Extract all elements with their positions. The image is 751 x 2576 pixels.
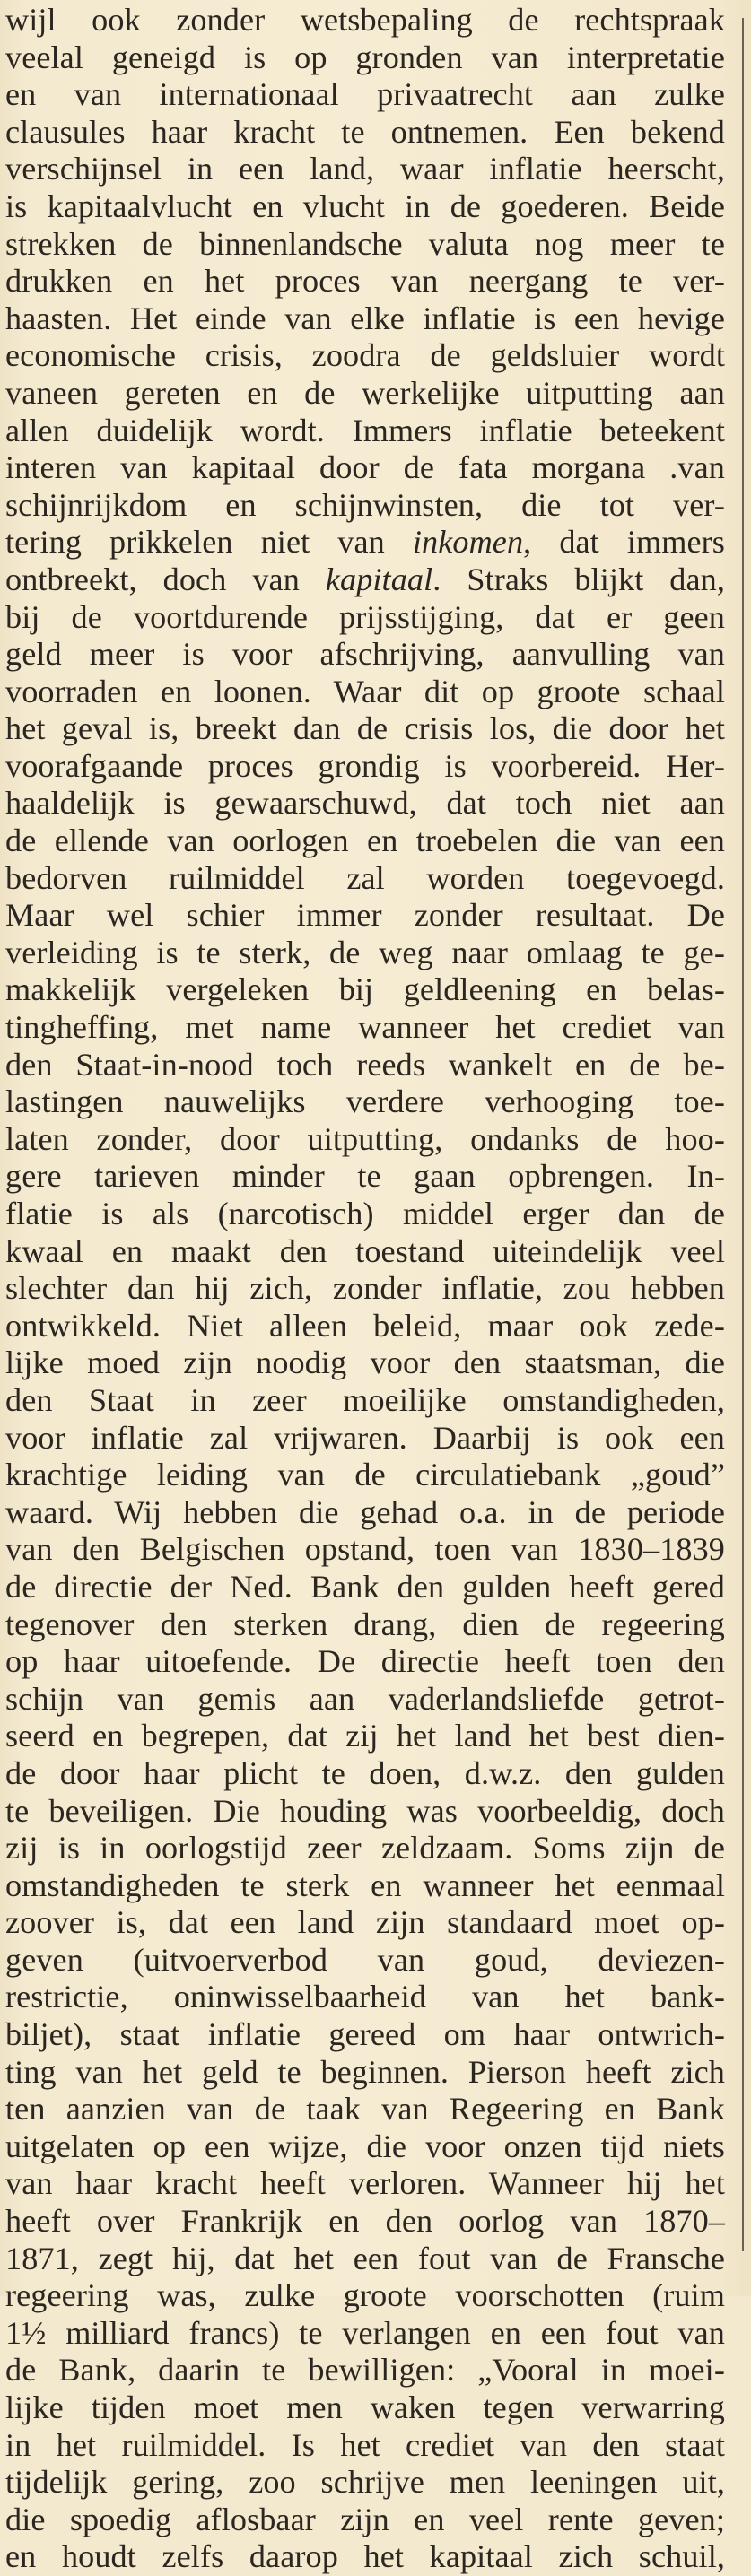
text-line: in het ruilmiddel. Is het crediet van den staat xyxy=(5,2426,725,2463)
text-line: ontwikkeld. Niet alleen beleid, maar ook zede- xyxy=(5,1307,725,1344)
text-line: waard. Wij hebben die gehad o.a. in de periode xyxy=(5,1493,725,1530)
text-line: geld meer is voor afschrijving, aanvulling van xyxy=(5,636,725,673)
text-line: omstandigheden te sterk en wanneer het eenmaal xyxy=(5,1867,725,1903)
text-line: geven (uitvoerverbod van goud, deviezen- xyxy=(5,1941,725,1978)
text-line: clausules haar kracht te ontnemen. Een bekend xyxy=(5,113,725,150)
text-line: verschijnsel in een land, waar inflatie heerscht, xyxy=(5,151,725,187)
text-line: voor inflatie zal vrijwaren. Daarbij is ook een xyxy=(5,1419,725,1456)
text-line: tegenover den sterken drang, dien de regeering xyxy=(5,1606,725,1642)
italic-emphasis: inkomen xyxy=(412,524,524,561)
text-line: veelal geneigd is op gronden van interpretatie xyxy=(5,39,725,75)
text-line: heeft over Frankrijk en den oorlog van 1870– xyxy=(5,2203,725,2240)
text-line: op haar uitoefende. De directie heeft toen den xyxy=(5,1643,725,1680)
text-line: den Staat in zeer moeilijke omstandigheden, xyxy=(5,1381,725,1418)
text-line: den Staat-in-nood toch reeds wankelt en de be- xyxy=(5,1046,725,1083)
text-line: 1½ milliard francs) te verlangen en een fout van xyxy=(5,2314,725,2351)
text-line: uitgelaten op een wijze, die voor onzen tijd niets xyxy=(5,2128,725,2164)
text-line: het geval is, breekt dan de crisis los, die door het xyxy=(5,710,725,747)
text-line: verleiding is te sterk, de weg naar omlaag te ge- xyxy=(5,934,725,970)
text-line: de door haar plicht te doen, d.w.z. den gulden xyxy=(5,1754,725,1791)
text-line: en houdt zelfs daarop het kapitaal zich schuil, xyxy=(5,2538,725,2575)
text-line: biljet), staat inflatie gereed om haar ontwrich- xyxy=(5,2016,725,2053)
text-line: van haar kracht heeft verloren. Wanneer hij het xyxy=(5,2165,725,2202)
text-line: schijnrijkdom en schijnwinsten, die tot ver- xyxy=(5,486,725,523)
text-line: makkelijk vergeleken bij geldleening en belas- xyxy=(5,971,725,1008)
text-line: zij is in oorlogstijd zeer zeldzaam. Soms zijn de xyxy=(5,1830,725,1867)
text-line: interen van kapitaal door de fata morgana .van xyxy=(5,449,725,486)
text-line: slechter dan hij zich, zonder inflatie, zou hebben xyxy=(5,1270,725,1307)
text-line: seerd en begrepen, dat zij het land het best dien- xyxy=(5,1718,725,1754)
text-line: tijdelijk gering, zoo schrijve men leeningen uit, xyxy=(5,2464,725,2501)
text-line: 1871, zegt hij, dat het een fout van de Fransche xyxy=(5,2240,725,2276)
text-line: restrictie, oninwisselbaarheid van het bank- xyxy=(5,1979,725,2015)
text-line: vaneen gereten en de werkelijke uitputting aan xyxy=(5,374,725,411)
text-line: die spoedig aflosbaar zijn en veel rente geven; xyxy=(5,2501,725,2537)
text-line: de Bank, daarin te bewilligen: „Vooral in moei- xyxy=(5,2352,725,2389)
text-line: bij de voortdurende prijsstijging, dat er geen xyxy=(5,598,725,635)
text-line: ting van het geld te beginnen. Pierson heeft zich xyxy=(5,2053,725,2090)
text-line: en van internationaal privaatrecht aan zulke xyxy=(5,76,725,113)
text-line: economische crisis, zoodra de geldsluier wordt xyxy=(5,337,725,374)
text-line: van den Belgischen opstand, toen van 1830–1839 xyxy=(5,1531,725,1568)
text-line: ten aanzien van de taak van Regeering en Bank xyxy=(5,2091,725,2128)
text-line: lijke moed zijn noodig voor den staatsman, die xyxy=(5,1345,725,1381)
text-line: drukken en het proces van neergang te ver- xyxy=(5,263,725,300)
text-line: haasten. Het einde van elke inflatie is een hevige xyxy=(5,300,725,336)
text-line: voorafgaande proces grondig is voorbereid. Her- xyxy=(5,747,725,784)
text-line: is kapitaalvlucht en vlucht in de goederen. Beide xyxy=(5,187,725,224)
text-line: de ellende van oorlogen en troebelen die van een xyxy=(5,822,725,859)
text-line: de directie der Ned. Bank den gulden heeft gered xyxy=(5,1568,725,1605)
text-line: wijl ook zonder wetsbepaling de rechtspraak xyxy=(5,2,725,38)
text-line: laten zonder, door uitputting, ondanks de hoo- xyxy=(5,1120,725,1157)
body-text-column xyxy=(5,2,725,2576)
text-line: flatie is als (narcotisch) middel erger dan de xyxy=(5,1196,725,1231)
text-line: te beveiligen. Die houding was voorbeeldig, doch xyxy=(5,1792,725,1829)
right-margin-rule xyxy=(742,18,744,2251)
text-line: bedorven ruilmiddel zal worden toegevoegd. xyxy=(5,859,725,896)
text-line: regeering was, zulke groote voorschotten (ruim xyxy=(5,2277,725,2314)
italic-emphasis: kapitaal xyxy=(325,561,433,597)
text-line: lastingen nauwelijks verdere verhooging toe- xyxy=(5,1083,725,1120)
text-line: strekken de binnenlandsche valuta nog meer te xyxy=(5,225,725,262)
text-line: gere tarieven minder te gaan opbrengen. In- xyxy=(5,1158,725,1195)
text-line: tingheffing, met name wanneer het crediet van xyxy=(5,1009,725,1046)
text-line: ontbreekt, doch van kapitaal. Straks blijkt dan, xyxy=(5,561,726,597)
text-line: kwaal en maakt den toestand uiteindelijk veel xyxy=(5,1232,725,1269)
text-line: haaldelijk is gewaarschuwd, dat toch niet aan xyxy=(5,785,725,822)
text-line: lijke tijden moet men waken tegen verwarring xyxy=(5,2389,725,2425)
text-line: zoover is, dat een land zijn standaard moet op- xyxy=(5,1904,725,1941)
text-line: krachtige leiding van de circulatiebank „goud” xyxy=(5,1457,725,1493)
text-line: schijn van gemis aan vaderlandsliefde getrot- xyxy=(5,1680,725,1717)
text-line: voorraden en loonen. Waar dit op groote schaal xyxy=(5,673,725,709)
text-line: tering prikkelen niet van inkomen, dat immers xyxy=(5,524,725,561)
text-line: Maar wel schier immer zonder resultaat. De xyxy=(5,897,725,934)
text-line: allen duidelijk wordt. Immers inflatie beteekent xyxy=(5,412,725,448)
